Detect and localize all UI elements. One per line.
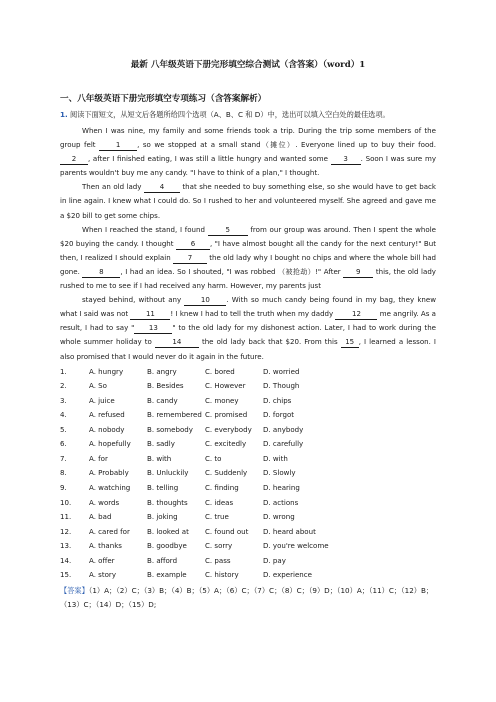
answer-label: 【答案】 <box>60 585 89 595</box>
option-c: C. However <box>205 381 246 391</box>
option-d: D. forgot <box>263 410 295 420</box>
blank-10: 10 <box>184 295 226 306</box>
blank-15: 15 <box>341 337 359 348</box>
option-b: B. thoughts <box>147 497 188 507</box>
option-c: C. promised <box>205 410 248 420</box>
passage-text: " to the old lady for my dishonest action. Later, I had to work during the whole summer holiday to <box>60 323 436 347</box>
passage-paragraph <box>60 223 436 293</box>
option-number: 11. <box>60 512 72 522</box>
passage-text: the old lady back that $20. From this <box>198 337 341 347</box>
document-title: 最新 八年级英语下册完形填空综合测试（含答案）（word）1 <box>130 60 366 70</box>
blank-13: 13 <box>134 323 172 334</box>
option-row <box>60 568 436 583</box>
option-row <box>60 510 436 525</box>
passage-text: ! I knew I had to tell the truth when my daddy <box>170 309 336 319</box>
passage-text: When I was nine, my family and some friends took a trip. During the trip some members of the group felt <box>60 126 436 150</box>
option-a: A. Probably <box>89 468 129 478</box>
option-a: A. nobody <box>89 424 125 434</box>
option-number: 1. <box>60 366 67 376</box>
option-d: D. Slowly <box>263 468 296 478</box>
blank-11: 11 <box>130 309 170 320</box>
option-a: A. juice <box>89 395 115 405</box>
passage-text: me angrily. As a result, I had to say " <box>60 309 436 333</box>
option-row <box>60 539 436 554</box>
blank-7: 7 <box>173 253 207 264</box>
option-c: C. excitedly <box>205 439 247 449</box>
option-d: D. experience <box>263 570 312 580</box>
passage-text: this, the old lady rushed to me to see if I had received any harm. However, my parents just <box>60 266 436 291</box>
option-d: D. actions <box>263 497 299 507</box>
option-b: B. with <box>147 453 172 463</box>
answer-block <box>60 584 436 612</box>
passage-text: stayed behind, without any <box>82 295 185 305</box>
option-c: C. everybody <box>205 424 252 434</box>
option-c: C. sorry <box>205 541 233 551</box>
option-row <box>60 554 436 569</box>
option-number: 13. <box>60 541 72 551</box>
option-row <box>60 481 436 496</box>
option-row <box>60 379 436 394</box>
option-b: B. Unluckily <box>147 468 189 478</box>
option-b: B. telling <box>147 482 179 492</box>
options-list <box>60 365 436 583</box>
option-a: A. hopefully <box>89 439 131 449</box>
blank-5: 5 <box>208 225 248 236</box>
option-d: D. heard about <box>263 526 316 536</box>
option-b: B. candy <box>147 395 178 405</box>
passage-paragraph <box>60 293 436 363</box>
option-b: B. goodbye <box>147 541 187 551</box>
question-number: 1. <box>60 110 68 119</box>
option-b: B. Besides <box>147 381 184 391</box>
option-row <box>60 365 436 380</box>
option-c: C. Suddenly <box>205 468 248 478</box>
option-b: B. afford <box>147 555 178 565</box>
option-c: C. finding <box>205 482 239 492</box>
passage-text: that she needed to buy something else, so she would have to get back in line again. I knew what I could do. So I rushed to her and volunteered myself. She agreed and gave me a $20 bill to get some chips. <box>60 182 436 220</box>
blank-9: 9 <box>343 267 373 278</box>
option-b: B. looked at <box>147 526 189 536</box>
option-a: A. hungry <box>89 366 124 376</box>
option-d: D. Though <box>263 381 300 391</box>
answer-text: （1）A；（2）C；（3）B；（4）B；（5）A；（6）C；（7）C；（8）C；（9）D；（10）A；（11）C；（12）B；（13）C；（14）D；（15）D; <box>60 585 434 609</box>
blank-14: 14 <box>155 337 199 348</box>
option-c: C. to <box>205 453 222 463</box>
option-number: 5. <box>60 424 67 434</box>
blank-6: 6 <box>176 239 210 250</box>
option-d: D. pay <box>263 555 286 565</box>
option-d: D. chips <box>263 395 292 405</box>
option-b: B. somebody <box>147 424 193 434</box>
option-a: A. thanks <box>89 541 122 551</box>
passage-text: the old lady why I bought no chips and where the whole bill had gone. <box>60 252 436 276</box>
option-d: D. wrong <box>263 512 295 522</box>
option-d: D. carefully <box>263 439 304 449</box>
passage-text: , "I have almost bought all the candy for the next century!" But then, I realized I should explain <box>60 238 436 262</box>
option-b: B. angry <box>147 366 177 376</box>
passage-text: , I learned a lesson. I also promised that I would never do it again in the future. <box>60 337 436 361</box>
section-heading: 一、八年级英语下册完形填空专项练习（含答案解析） <box>60 94 267 104</box>
option-c: C. bored <box>205 366 235 376</box>
option-number: 4. <box>60 410 67 420</box>
passage-text: . With so much candy being found in my bag, they knew what I said was not <box>60 295 436 319</box>
option-row <box>60 423 436 438</box>
option-number: 2. <box>60 381 67 391</box>
passage-text: When I reached the stand, I found <box>82 224 208 234</box>
passage-text: , so we stopped at a small stand（摊位）. Everyone lined up to buy their food. <box>137 140 436 150</box>
option-number: 9. <box>60 482 67 492</box>
passage-text: from our group was around. Then I spent the whole $20 buying the candy. I thought <box>60 224 436 248</box>
option-number: 6. <box>60 439 67 449</box>
option-a: A. cared for <box>89 526 130 536</box>
passage-paragraph <box>60 124 436 180</box>
option-d: D. anybody <box>263 424 304 434</box>
option-c: C. history <box>205 570 239 580</box>
option-a: A. So <box>89 381 107 391</box>
option-row <box>60 408 436 423</box>
option-a: A. words <box>89 497 120 507</box>
blank-8: 8 <box>82 267 120 278</box>
option-row <box>60 437 436 452</box>
option-c: C. found out <box>205 526 249 536</box>
option-d: D. with <box>263 453 288 463</box>
option-row <box>60 525 436 540</box>
option-number: 12. <box>60 526 72 536</box>
option-d: D. hearing <box>263 482 300 492</box>
option-a: A. offer <box>89 555 115 565</box>
passage-text: . Soon I was sure my parents wouldn't buy me any candy. "I have to think of a plan," I thought. <box>60 154 436 178</box>
option-a: A. refused <box>89 410 125 420</box>
question-instruction: 阅读下面短文，从短文后各题所给四个选项（A、B、C 和 D）中，选出可以填入空白处的最佳选项。 <box>70 110 390 119</box>
option-a: A. for <box>89 453 108 463</box>
option-number: 14. <box>60 555 72 565</box>
passage-paragraph <box>60 180 436 222</box>
option-c: C. ideas <box>205 497 234 507</box>
option-row <box>60 394 436 409</box>
option-a: A. story <box>89 570 116 580</box>
passage-text: , after I finished eating, I was still a little hungry and wanted some <box>88 154 331 164</box>
option-b: B. remembered <box>147 410 202 420</box>
option-b: B. sadly <box>147 439 175 449</box>
option-c: C. pass <box>205 555 231 565</box>
option-a: A. watching <box>89 482 131 492</box>
blank-1: 1 <box>99 140 137 151</box>
option-a: A. bad <box>89 512 112 522</box>
blank-3: 3 <box>331 154 361 165</box>
option-row <box>60 452 436 467</box>
option-b: B. example <box>147 570 187 580</box>
blank-2: 2 <box>60 154 88 165</box>
option-d: D. you're welcome <box>263 541 329 551</box>
blank-12: 12 <box>335 309 377 320</box>
option-d: D. worried <box>263 366 300 376</box>
option-number: 7. <box>60 453 67 463</box>
option-row <box>60 496 436 511</box>
passage-text: Then an old lady <box>82 182 144 192</box>
option-c: C. money <box>205 395 239 405</box>
option-number: 8. <box>60 468 67 478</box>
option-number: 10. <box>60 497 72 507</box>
option-number: 15. <box>60 570 72 580</box>
option-row <box>60 466 436 481</box>
blank-4: 4 <box>144 182 180 193</box>
passage-text: , I had an idea. So I shouted, "I was robbed （被抢劫）!" After <box>120 266 344 276</box>
option-number: 3. <box>60 395 67 405</box>
question-prompt <box>60 108 436 122</box>
cloze-passage <box>60 124 436 364</box>
option-c: C. true <box>205 512 229 522</box>
option-b: B. joking <box>147 512 178 522</box>
